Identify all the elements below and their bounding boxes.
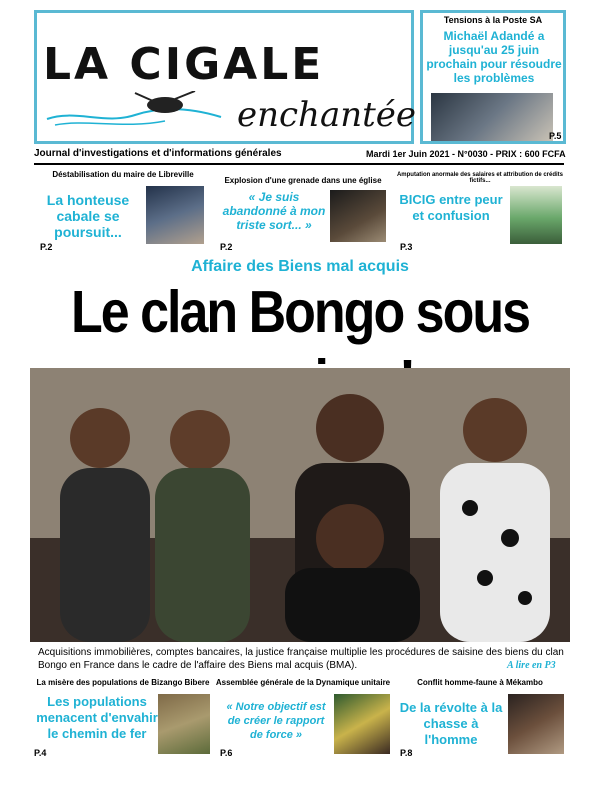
bottom-teaser-1-kicker: La misère des populations de Bizango Bibere — [36, 678, 210, 687]
teaser-2-page: P.2 — [220, 242, 233, 252]
teaser-2[interactable] — [214, 170, 392, 252]
bottom-teaser-2[interactable] — [214, 676, 392, 766]
teaser-1-kicker: Déstabilisation du maire de Libreville — [52, 170, 194, 179]
teaser-2-headline: « Je suis abandonné à mon triste sort... » — [222, 190, 326, 232]
bottom-teaser-3-page: P.8 — [400, 748, 413, 758]
promo-page: P.5 — [549, 131, 562, 141]
teaser-1-headline: La honteuse cabale se poursuit... — [46, 192, 130, 240]
teaser-1-page: P.2 — [40, 242, 53, 252]
promo-kicker: Tensions à la Poste SA — [443, 15, 543, 25]
bottom-teaser-1-page: P.4 — [34, 748, 47, 758]
promo-headline: Michaël Adandé a jusqu'au 25 juin prochain pour résoudre les problèmes — [426, 29, 562, 85]
bottom-teaser-2-page: P.6 — [220, 748, 233, 758]
masthead-title: LA CIGALE — [43, 39, 325, 90]
teaser-3-page: P.3 — [400, 242, 413, 252]
masthead — [34, 10, 417, 144]
bottom-teaser-3-headline: De la révolte à la chasse à l'homme — [399, 700, 503, 747]
bottom-teaser-3-kicker: Conflit homme-faune à Mékambo — [417, 678, 543, 687]
promo-photo — [431, 93, 553, 141]
divider — [34, 163, 564, 165]
bottom-teaser-1-headline: Les populations menacent d'envahir le chemin de fer — [36, 694, 158, 741]
teaser-2-photo — [330, 190, 386, 242]
bottom-teaser-3-photo — [508, 694, 564, 754]
cicada-illustration-icon — [45, 91, 225, 131]
group-portrait-illustration — [30, 368, 570, 642]
tagline: Journal d'investigations et d'informations générales — [34, 148, 282, 159]
main-photo — [30, 368, 570, 642]
masthead-subtitle: enchantée — [237, 95, 417, 135]
bottom-teaser-2-kicker: Assemblée générale de la Dynamique unitaire — [215, 678, 391, 687]
teaser-2-kicker: Explosion d'une grenade dans une église — [224, 176, 382, 185]
top-promo-box[interactable] — [420, 10, 566, 144]
bottom-teaser-1[interactable] — [34, 676, 212, 766]
teaser-3-headline: BICIG entre peur et confusion — [399, 192, 503, 223]
teaser-1[interactable] — [34, 170, 212, 252]
main-caption: Acquisitions immobilières, comptes bancaires, la justice française multiplie les procédures de saisine des biens du clan Bongo en France dans le cadre de l'affaire des Biens mal acquis (BMA). — [38, 647, 564, 671]
bottom-teaser-3[interactable] — [394, 676, 566, 766]
main-kicker: Affaire des Biens mal acquis — [191, 258, 409, 275]
bottom-teaser-2-headline: « Notre objectif est de créer le rapport de force » — [226, 701, 326, 741]
dateline: Mardi 1er Juin 2021 - N°0030 - PRIX : 600 FCFA — [366, 149, 566, 159]
bottom-teaser-2-photo — [334, 694, 390, 754]
teaser-1-photo — [146, 186, 204, 244]
bottom-teaser-1-photo — [158, 694, 210, 754]
teaser-3-photo — [510, 186, 562, 244]
teaser-3-kicker: Amputation anormale des salaires et attribution de crédits fictifs... — [396, 172, 564, 184]
main-headline[interactable]: Le clan Bongo sous — [70, 279, 530, 346]
teaser-3[interactable] — [394, 170, 566, 252]
read-more-link[interactable]: A lire en P3 — [507, 660, 556, 671]
